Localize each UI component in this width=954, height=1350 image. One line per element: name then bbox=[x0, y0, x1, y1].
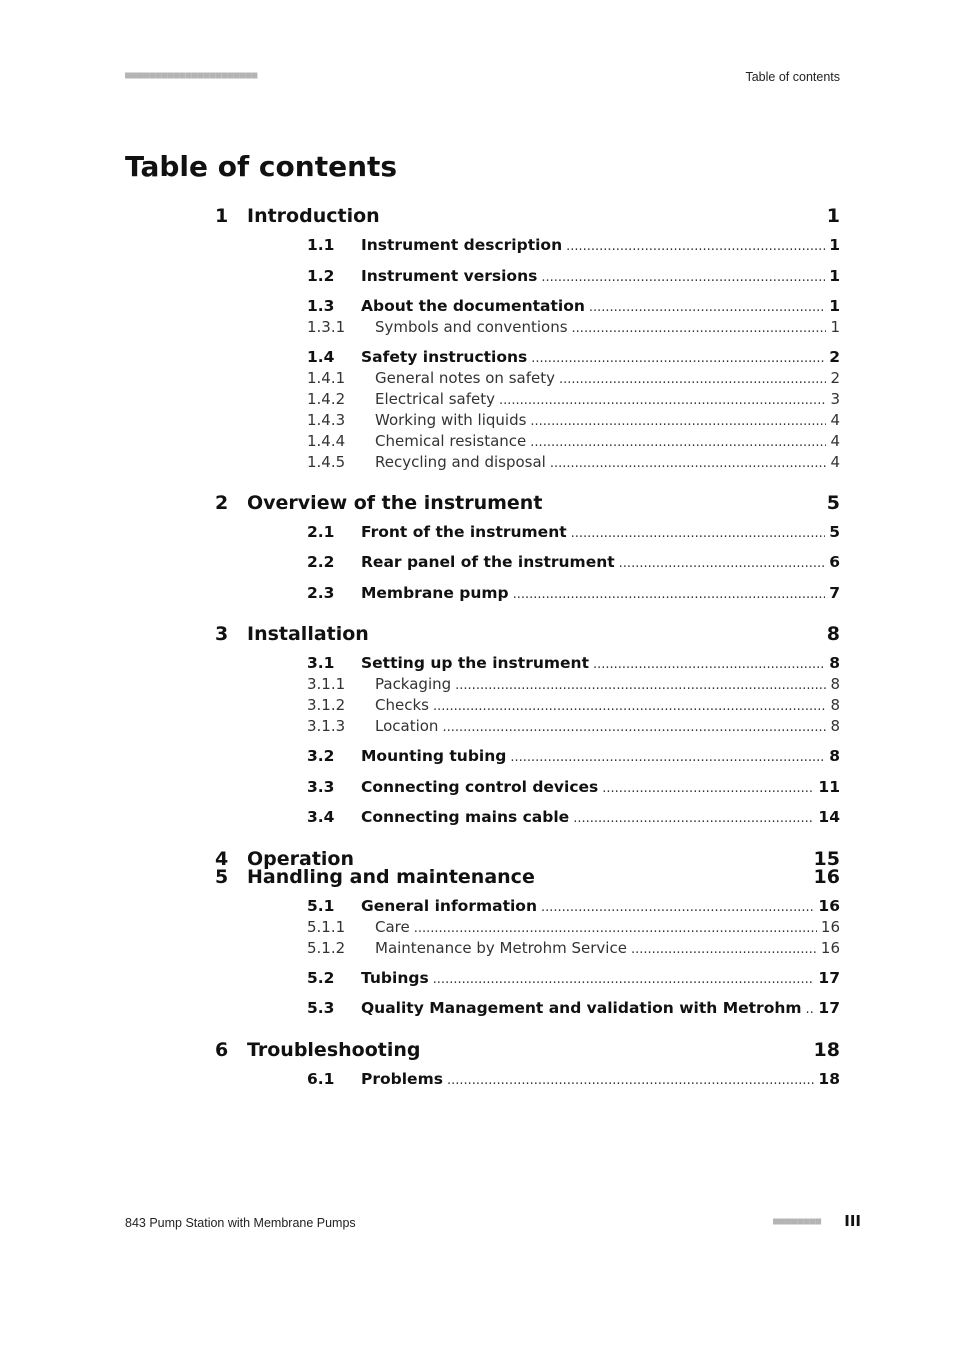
section-page-number: 11 bbox=[818, 777, 840, 796]
dot-leader bbox=[447, 1073, 814, 1088]
dot-leader bbox=[559, 372, 826, 387]
running-header-title: Table of contents bbox=[745, 70, 840, 84]
section-page-number: 2 bbox=[829, 348, 840, 367]
subsection-number: 3.1.1 bbox=[307, 675, 346, 694]
section-number: 3.2 bbox=[307, 747, 335, 766]
subsection-page-number: 8 bbox=[830, 675, 840, 694]
subsection-number: 1.4.4 bbox=[307, 431, 346, 450]
section-title: Instrument description bbox=[361, 236, 563, 254]
section-page-number: 8 bbox=[829, 747, 840, 766]
section-number: 3.3 bbox=[307, 777, 335, 796]
subsection-title: General notes on safety bbox=[375, 369, 555, 388]
subsection-title: Recycling and disposal bbox=[375, 452, 546, 471]
section-number: 3.4 bbox=[307, 808, 335, 827]
section-page-number: 17 bbox=[818, 999, 840, 1018]
section-entry bbox=[361, 897, 840, 915]
section-title: Quality Management and validation with Metrohm bbox=[361, 999, 802, 1018]
dot-leader bbox=[619, 556, 826, 571]
section-entry bbox=[361, 778, 840, 796]
section-number: 1.1 bbox=[307, 236, 335, 254]
footer-document-title: 843 Pump Station with Membrane Pumps bbox=[125, 1216, 356, 1230]
dot-leader bbox=[572, 321, 827, 336]
chapter-title: Handling and maintenance bbox=[247, 865, 535, 888]
section-number: 1.3 bbox=[307, 297, 335, 315]
subsection-entry bbox=[375, 939, 840, 957]
subsection-title: Electrical safety bbox=[375, 390, 495, 409]
dot-leader bbox=[631, 942, 817, 957]
subsection-page-number: 16 bbox=[820, 938, 840, 957]
chapter-number: 6 bbox=[215, 1038, 229, 1061]
subsection-page-number: 3 bbox=[830, 390, 840, 409]
subsection-page-number: 2 bbox=[830, 369, 840, 388]
chapter-number: 5 bbox=[215, 865, 229, 888]
subsection-entry bbox=[375, 717, 840, 735]
section-number: 5.3 bbox=[307, 999, 335, 1018]
page-title: Table of contents bbox=[125, 150, 398, 183]
dot-leader bbox=[593, 657, 825, 672]
dot-leader bbox=[442, 720, 826, 735]
section-title: Front of the instrument bbox=[361, 522, 567, 541]
subsection-title: Care bbox=[375, 917, 410, 936]
dot-leader bbox=[531, 351, 825, 366]
chapter-page-number: 5 bbox=[826, 491, 840, 514]
section-number: 2.2 bbox=[307, 553, 335, 572]
dot-leader bbox=[530, 435, 826, 450]
dot-leader bbox=[455, 678, 826, 693]
section-number: 3.1 bbox=[307, 654, 335, 673]
section-number: 2.1 bbox=[307, 522, 335, 541]
subsection-title: Maintenance by Metrohm Service bbox=[375, 938, 627, 957]
section-number: 5.2 bbox=[307, 968, 335, 987]
subsection-page-number: 16 bbox=[820, 917, 840, 936]
section-title: About the documentation bbox=[361, 297, 585, 315]
section-title: Connecting mains cable bbox=[361, 808, 570, 827]
subsection-entry bbox=[375, 411, 840, 429]
subsection-entry bbox=[375, 369, 840, 387]
subsection-entry bbox=[375, 453, 840, 471]
dot-leader bbox=[602, 781, 814, 796]
section-number: 1.2 bbox=[307, 266, 335, 285]
subsection-entry bbox=[375, 318, 840, 336]
section-page-number: 8 bbox=[829, 654, 840, 673]
section-title: Safety instructions bbox=[361, 348, 528, 367]
section-title: Tubings bbox=[361, 968, 429, 987]
dot-leader bbox=[499, 393, 826, 408]
section-entry bbox=[361, 969, 840, 987]
section-entry bbox=[361, 1070, 840, 1088]
section-entry bbox=[361, 523, 840, 541]
section-page-number: 1 bbox=[829, 297, 840, 315]
header-decoration: ■■■■■■■■■■■■■■■■■■■■■■ bbox=[125, 70, 258, 81]
footer-page-number: III bbox=[844, 1212, 861, 1230]
section-page-number: 14 bbox=[818, 808, 840, 827]
subsection-page-number: 8 bbox=[830, 696, 840, 715]
section-entry bbox=[361, 654, 840, 672]
section-page-number: 1 bbox=[829, 236, 840, 254]
dot-leader bbox=[510, 750, 825, 765]
subsection-entry bbox=[375, 696, 840, 714]
subsection-page-number: 8 bbox=[830, 716, 840, 735]
section-page-number: 6 bbox=[829, 553, 840, 572]
section-title: Problems bbox=[361, 1069, 443, 1088]
dot-leader bbox=[550, 456, 827, 471]
dot-leader bbox=[566, 239, 825, 254]
section-page-number: 5 bbox=[829, 522, 840, 541]
section-number: 2.3 bbox=[307, 583, 335, 602]
subsection-title: Location bbox=[375, 716, 439, 735]
dot-leader bbox=[433, 699, 826, 714]
subsection-title: Symbols and conventions bbox=[375, 318, 568, 336]
dot-leader bbox=[433, 972, 815, 987]
section-page-number: 17 bbox=[818, 968, 840, 987]
subsection-page-number: 1 bbox=[830, 318, 840, 336]
subsection-page-number: 4 bbox=[830, 410, 840, 429]
footer-decoration: ■■■■■■■■ bbox=[773, 1216, 822, 1227]
subsection-title: Packaging bbox=[375, 675, 452, 694]
subsection-number: 1.4.1 bbox=[307, 369, 346, 388]
section-entry bbox=[361, 553, 840, 571]
section-title: General information bbox=[361, 896, 537, 915]
chapter-title: Troubleshooting bbox=[247, 1038, 421, 1061]
section-title: Rear panel of the instrument bbox=[361, 553, 615, 572]
chapter-page-number: 16 bbox=[813, 865, 840, 888]
dot-leader bbox=[573, 811, 814, 826]
subsection-number: 1.4.2 bbox=[307, 390, 346, 409]
subsection-title: Checks bbox=[375, 696, 429, 715]
subsection-number: 3.1.3 bbox=[307, 716, 346, 735]
section-title: Connecting control devices bbox=[361, 777, 599, 796]
subsection-number: 5.1.2 bbox=[307, 938, 346, 957]
section-title: Setting up the instrument bbox=[361, 654, 589, 673]
section-page-number: 18 bbox=[818, 1069, 840, 1088]
chapter-number: 3 bbox=[215, 623, 229, 646]
chapter-page-number: 18 bbox=[813, 1038, 840, 1061]
section-title: Membrane pump bbox=[361, 583, 509, 602]
section-number: 1.4 bbox=[307, 348, 335, 367]
subsection-number: 1.3.1 bbox=[307, 318, 346, 336]
section-entry bbox=[361, 236, 840, 254]
chapter-title: Introduction bbox=[247, 205, 380, 227]
subsection-page-number: 4 bbox=[830, 452, 840, 471]
subsection-number: 1.4.3 bbox=[307, 410, 346, 429]
dot-leader bbox=[513, 587, 826, 602]
section-title: Mounting tubing bbox=[361, 747, 507, 766]
section-page-number: 7 bbox=[829, 583, 840, 602]
chapter-page-number: 1 bbox=[826, 205, 840, 227]
chapter-page-number: 15 bbox=[813, 847, 840, 870]
subsection-entry bbox=[375, 432, 840, 450]
section-title: Instrument versions bbox=[361, 266, 538, 285]
section-entry bbox=[361, 297, 840, 315]
section-number: 6.1 bbox=[307, 1069, 335, 1088]
chapter-number: 2 bbox=[215, 491, 229, 514]
subsection-entry bbox=[375, 918, 840, 936]
subsection-number: 1.4.5 bbox=[307, 452, 346, 471]
subsection-number: 3.1.2 bbox=[307, 696, 346, 715]
subsection-entry bbox=[375, 390, 840, 408]
section-entry bbox=[361, 747, 840, 765]
chapter-page-number: 8 bbox=[826, 623, 840, 646]
subsection-number: 5.1.1 bbox=[307, 917, 346, 936]
section-entry bbox=[361, 808, 840, 826]
chapter-number: 4 bbox=[215, 847, 229, 870]
chapter-number: 1 bbox=[215, 205, 229, 227]
section-entry bbox=[361, 584, 840, 602]
subsection-title: Working with liquids bbox=[375, 410, 527, 429]
dot-leader bbox=[571, 526, 826, 541]
dot-leader bbox=[541, 900, 814, 915]
chapter-title: Overview of the instrument bbox=[247, 491, 543, 514]
subsection-title: Chemical resistance bbox=[375, 431, 527, 450]
section-entry bbox=[361, 267, 840, 285]
dot-leader bbox=[530, 414, 826, 429]
dot-leader bbox=[414, 921, 817, 936]
subsection-page-number: 4 bbox=[830, 431, 840, 450]
dot-leader bbox=[806, 1002, 815, 1017]
chapter-title: Installation bbox=[247, 623, 369, 646]
section-page-number: 1 bbox=[829, 266, 840, 285]
dot-leader bbox=[541, 270, 825, 285]
section-entry bbox=[361, 348, 840, 366]
dot-leader bbox=[589, 300, 825, 315]
section-number: 5.1 bbox=[307, 896, 335, 915]
section-page-number: 16 bbox=[818, 896, 840, 915]
chapter-title: Operation bbox=[247, 847, 355, 870]
subsection-entry bbox=[375, 675, 840, 693]
section-entry bbox=[361, 999, 840, 1017]
